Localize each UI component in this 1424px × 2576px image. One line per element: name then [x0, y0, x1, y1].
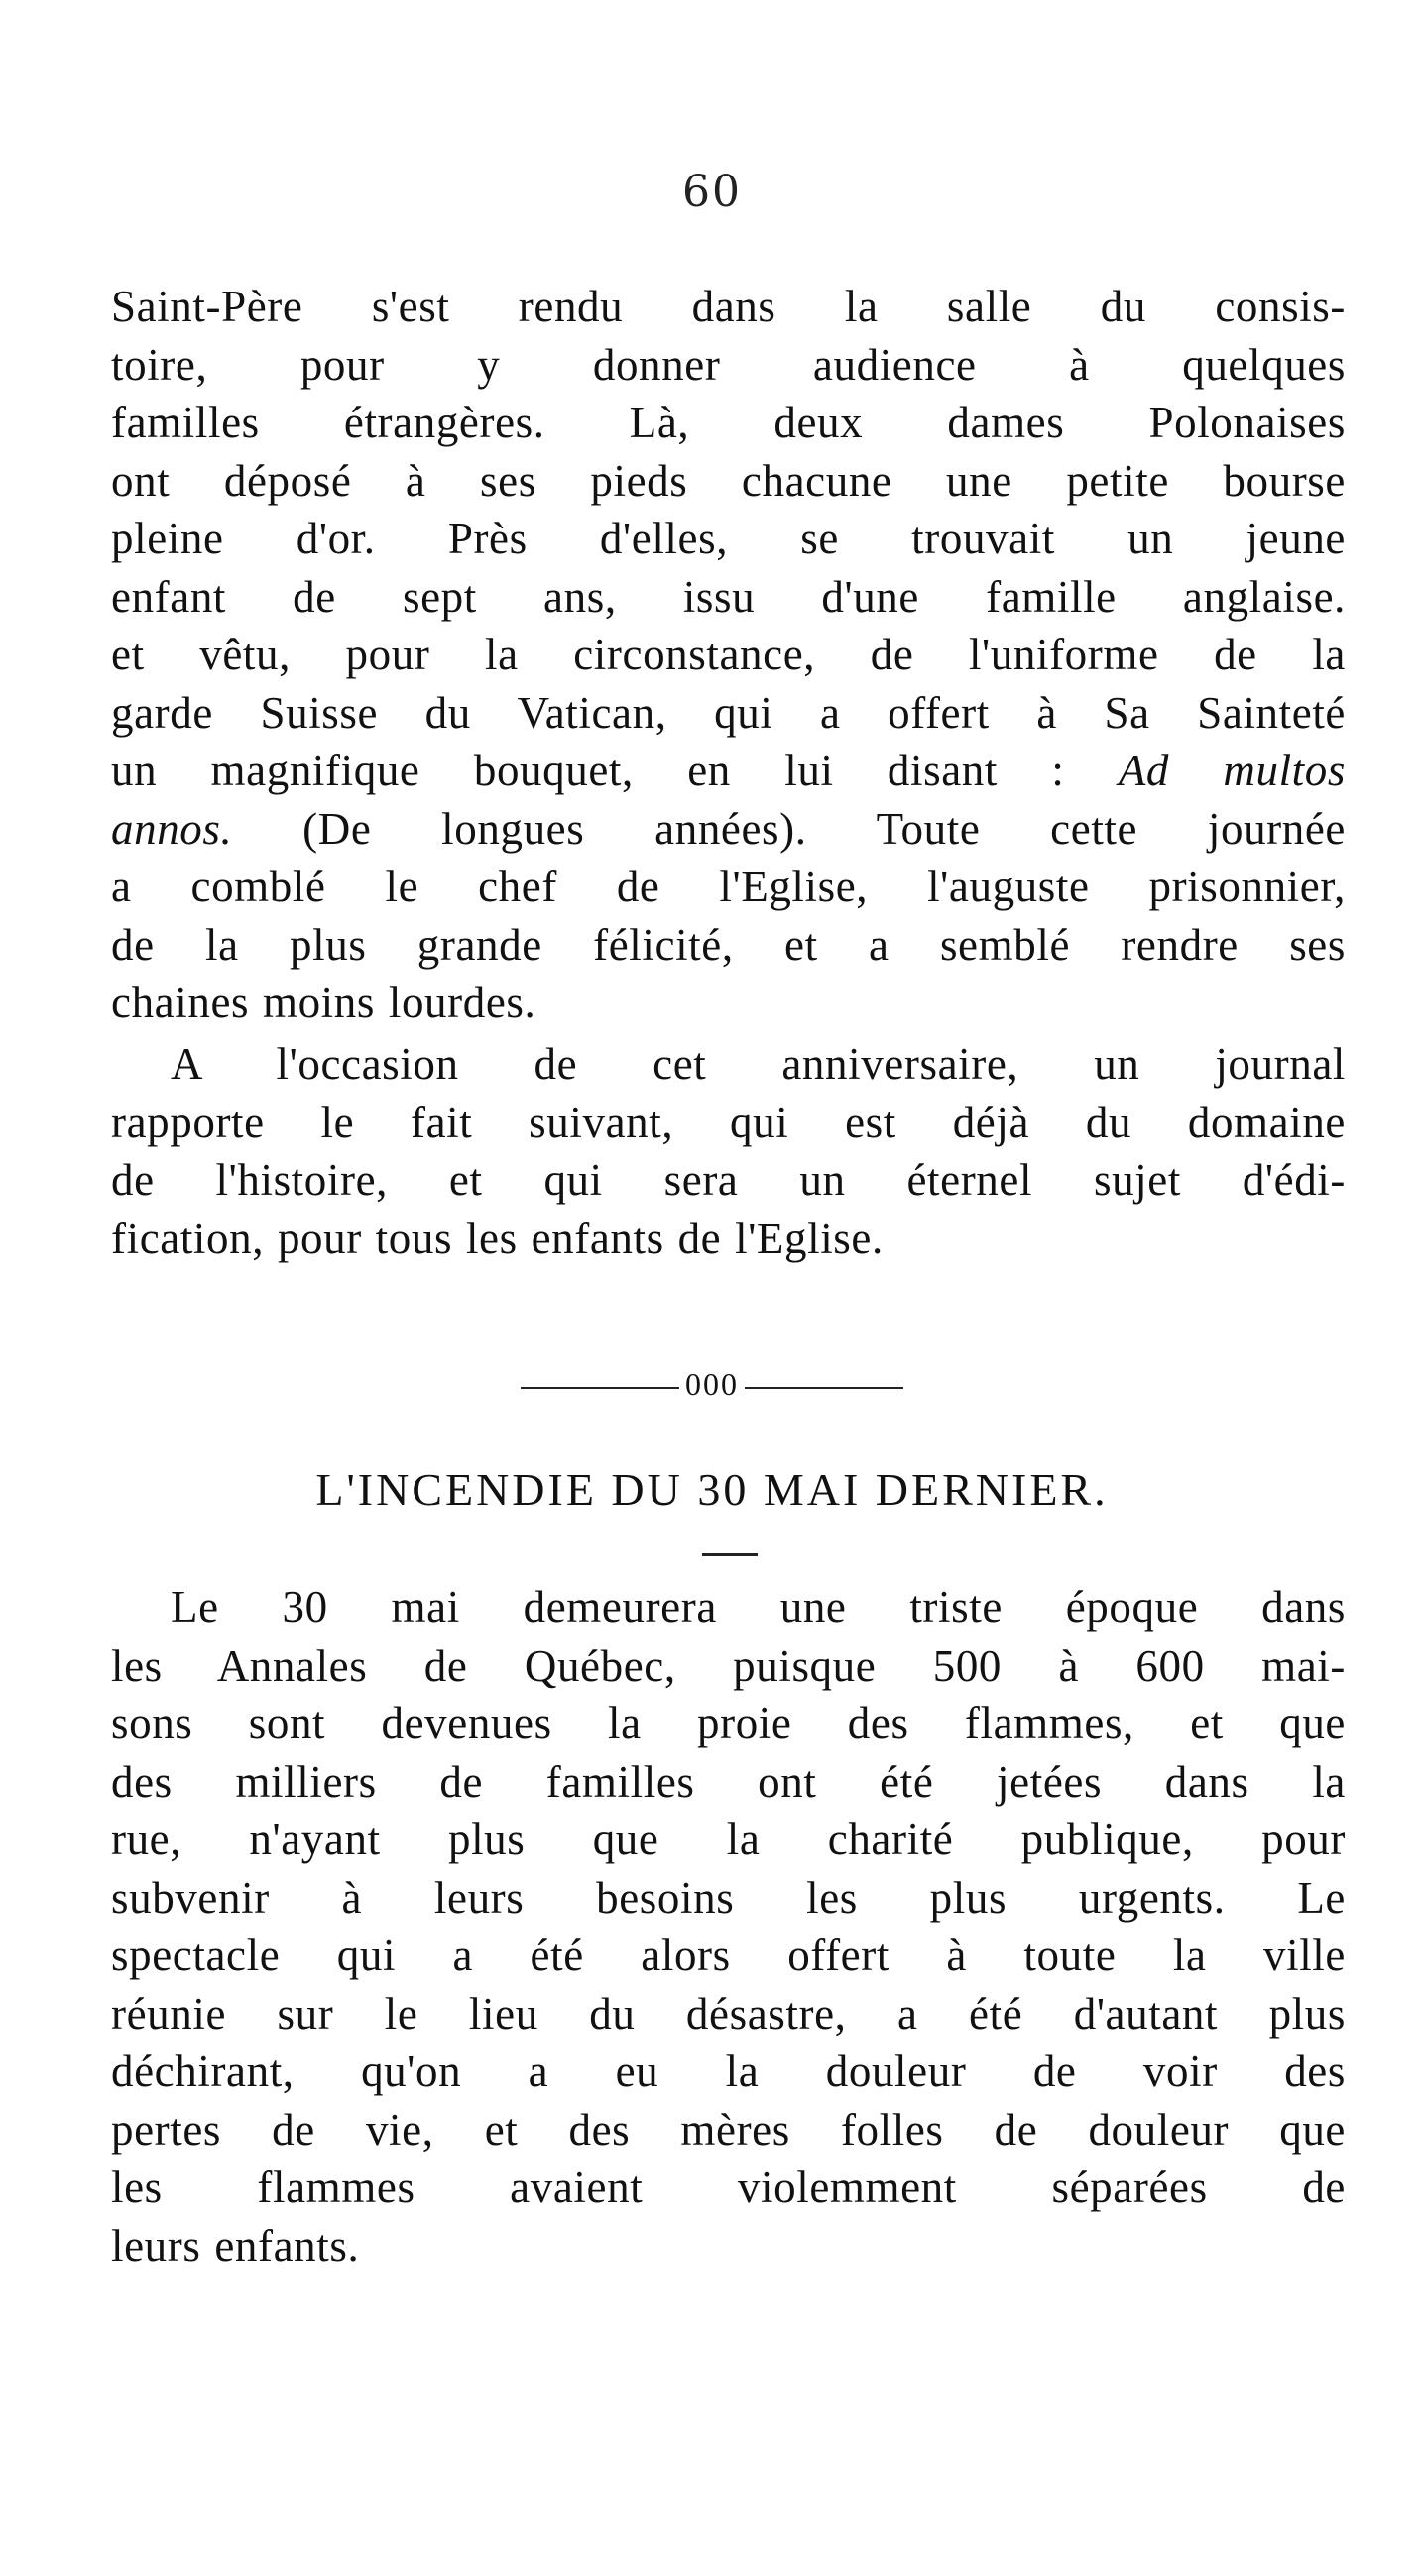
text-line: pleine d'or. Près d'elles, se trouvait un jeune [111, 514, 1346, 563]
latin-phrase: Ad multos [1118, 746, 1346, 795]
text-line: familles étrangères. Là, deux dames Polonaises [111, 398, 1346, 447]
text-line: ont déposé à ses pieds chacune une petite bourse [111, 455, 1346, 506]
text-line: leurs enfants. [111, 2220, 360, 2271]
text-line: les Annales de Québec, puisque 500 à 600 mai- [111, 1640, 1346, 1691]
title-underline-rule [702, 1553, 758, 1556]
separator-rule-right [745, 1387, 903, 1389]
page-number: 60 [682, 167, 742, 217]
paragraph-continuation [111, 278, 1346, 1032]
text-line: garde Suisse du Vatican, qui a offert à Sa Sainteté [111, 687, 1346, 738]
text-line: a comblé le chef de l'Eglise, l'auguste prisonnier, [111, 862, 1346, 911]
text-line: de l'histoire, et qui sera un éternel sujet d'édi- [111, 1155, 1346, 1205]
text-line: rue, n'ayant plus que la charité publique, pour [111, 1815, 1346, 1864]
text-line: subvenir à leurs besoins les plus urgents. Le [111, 1872, 1346, 1923]
separator-ornament: 000 [685, 1366, 739, 1402]
text-line: spectacle qui a été alors offert à toute la ville [111, 1931, 1346, 1980]
text-line: de la plus grande félicité, et a semblé rendre ses [111, 919, 1346, 970]
latin-phrase: annos. [111, 803, 233, 854]
text-line: réunie sur le lieu du désastre, a été d'autant plus [111, 1988, 1346, 2039]
text-line: fication, pour tous les enfants de l'Eglise. [111, 1213, 884, 1263]
text-line: annos. (De longues années). Toute cette journée [111, 803, 1346, 854]
text-line: sons sont devenues la proie des flammes, et que [111, 1698, 1346, 1748]
text-line: déchirant, qu'on a eu la douleur de voir des [111, 2047, 1346, 2096]
section-title: L'INCENDIE DU 30 MAI DERNIER. [315, 1464, 1109, 1515]
text-line: chaines moins lourdes. [111, 978, 536, 1027]
text-line: Le 30 mai demeurera une triste époque dans [171, 1582, 1346, 1632]
paragraph-anniversary [111, 1035, 1346, 1267]
text-line: les flammes avaient violemment séparées de [111, 2163, 1346, 2212]
section-separator [0, 1366, 1424, 1403]
text-line: Saint-Père s'est rendu dans la salle du consis- [111, 282, 1346, 331]
text-line: toire, pour y donner audience à quelques [111, 339, 1346, 390]
text-line: rapporte le fait suivant, qui est déjà du domaine [111, 1097, 1346, 1147]
text-line: enfant de sept ans, issu d'une famille anglaise. [111, 571, 1346, 622]
text-line: et vêtu, pour la circonstance, de l'uniforme de la [111, 630, 1346, 679]
text-line: pertes de vie, et des mères folles de douleur que [111, 2104, 1346, 2155]
text-line: des milliers de familles ont été jetées dans la [111, 1756, 1346, 1807]
separator-rule-left [521, 1387, 679, 1389]
paragraph-fire [111, 1579, 1346, 2275]
text-line: A l'occasion de cet anniversaire, un journal [171, 1039, 1346, 1089]
text-line: un magnifique bouquet, en lui disant : Ad multos [111, 746, 1346, 795]
